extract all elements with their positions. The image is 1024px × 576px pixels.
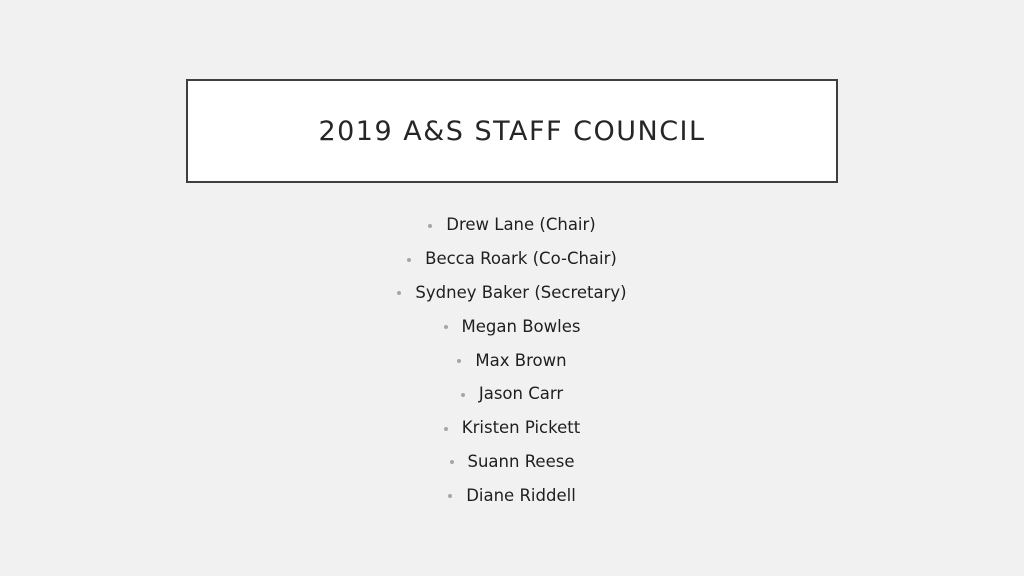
- bullet-dot-icon: [444, 427, 448, 431]
- member-name: Drew Lane (Chair): [446, 215, 596, 235]
- slide-title: 2019 A&S STAFF COUNCIL: [318, 115, 706, 147]
- list-item: [0, 445, 1024, 479]
- list-item: [0, 377, 1024, 411]
- title-box: [186, 79, 838, 183]
- bullet-dot-icon: [397, 291, 401, 295]
- list-item: [0, 276, 1024, 310]
- member-name: Megan Bowles: [461, 316, 581, 336]
- bullet-dot-icon: [461, 393, 465, 397]
- bullet-dot-icon: [450, 460, 454, 464]
- bullet-dot-icon: [444, 325, 448, 329]
- list-item: [0, 343, 1024, 377]
- member-name: Kristen Pickett: [461, 418, 581, 438]
- list-item: [0, 309, 1024, 343]
- member-list: [0, 208, 1024, 512]
- member-name: Diane Riddell: [466, 485, 576, 505]
- member-name: Jason Carr: [478, 384, 564, 404]
- bullet-dot-icon: [448, 494, 452, 498]
- list-item: [0, 411, 1024, 445]
- list-item: [0, 208, 1024, 242]
- list-item: [0, 242, 1024, 276]
- bullet-dot-icon: [407, 258, 411, 262]
- member-name: Becca Roark (Co-Chair): [425, 249, 617, 269]
- member-name: Suann Reese: [467, 451, 575, 471]
- bullet-dot-icon: [457, 359, 461, 363]
- bullet-dot-icon: [428, 224, 432, 228]
- member-name: Sydney Baker (Secretary): [415, 282, 627, 302]
- list-item: [0, 478, 1024, 512]
- member-name: Max Brown: [475, 350, 567, 370]
